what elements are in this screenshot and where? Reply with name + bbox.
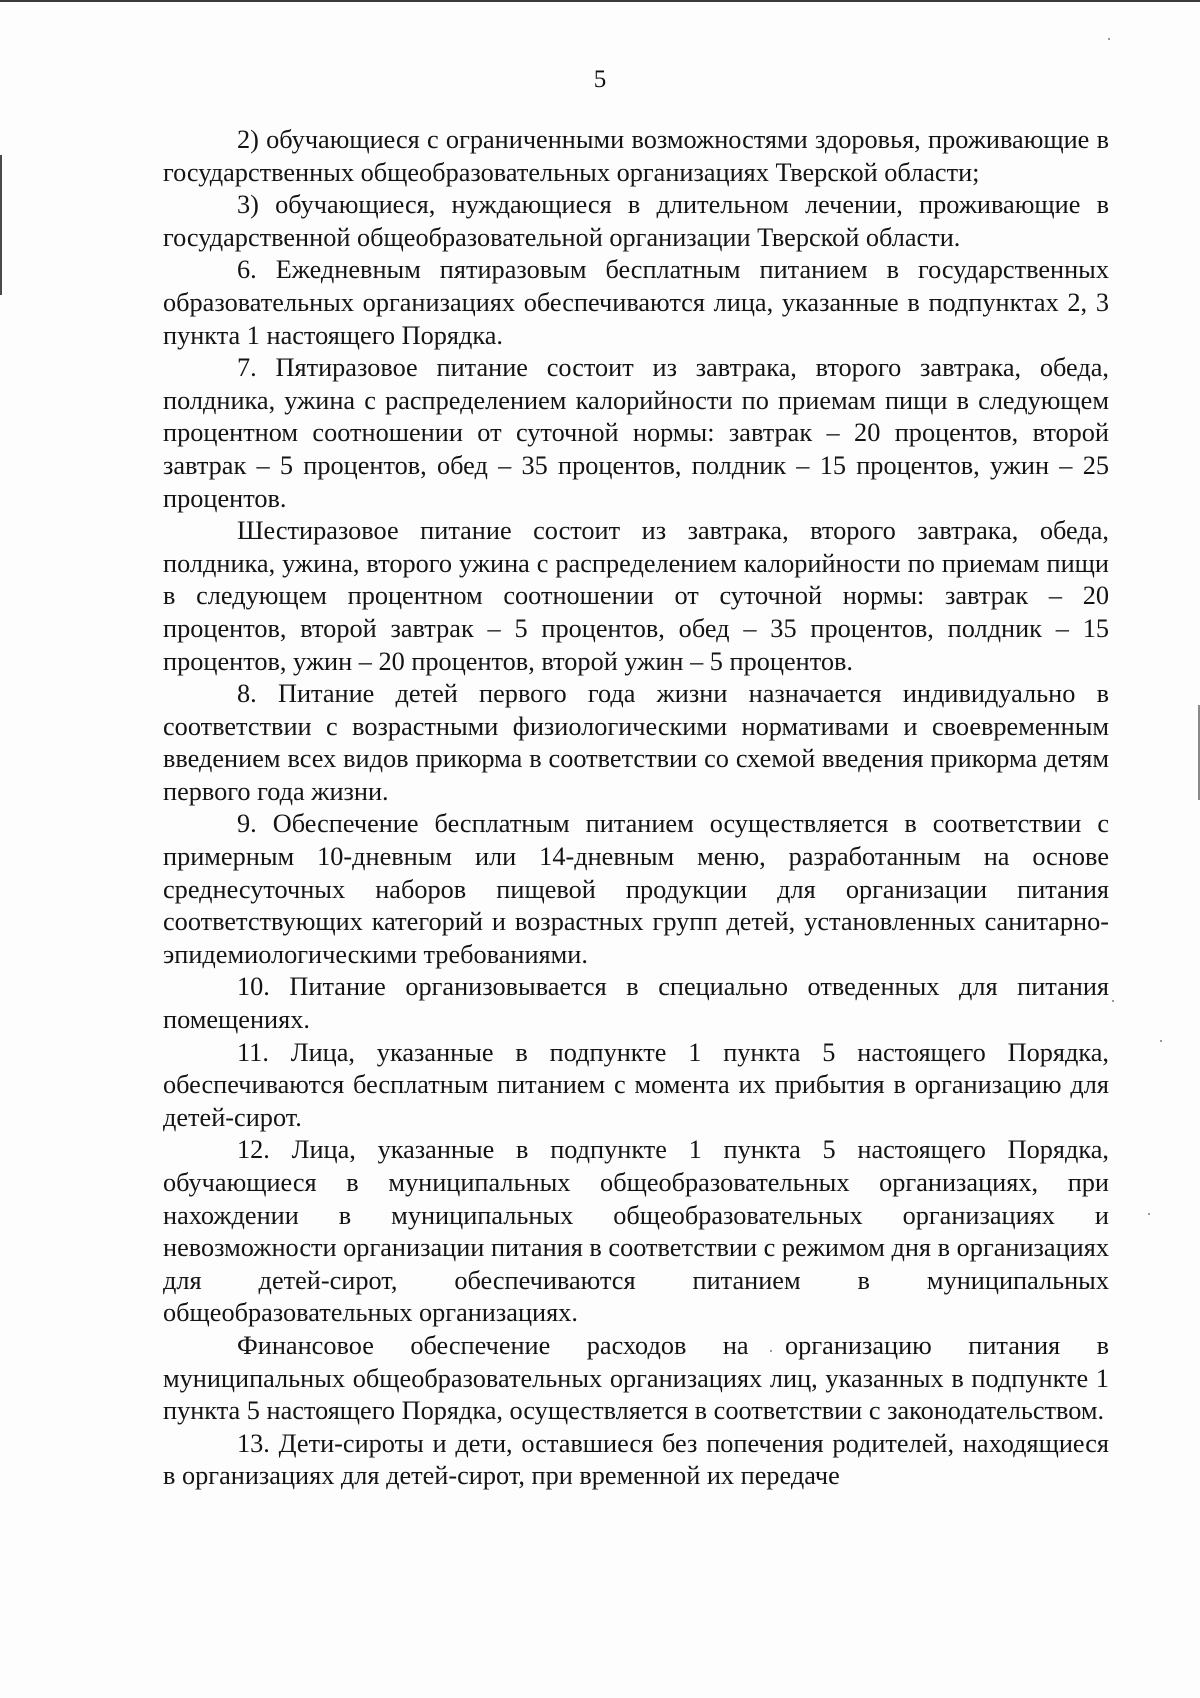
paragraph-item-10: 10. Питание организовывается в специально отведенных для питания помещениях. xyxy=(163,972,1109,1035)
paragraph-item-11: 11. Лица, указанные в подпункте 1 пункта 5 настоящего Порядка, обеспечиваются бесплатным питанием с момента их прибытия в организацию для детей-сирот. xyxy=(163,1037,1109,1132)
paragraph-subitem-2: 2) обучающиеся с ограниченными возможностями здоровья, проживающие в государственных общеобразовательных организациях Тверской области; xyxy=(163,125,1109,187)
paragraph-item-12: 12. Лица, указанные в подпункте 1 пункта 5 настоящего Порядка, обучающиеся в муниципальных общеобразовательных организациях, при нахождении в муниципальных общеобразовательных организациях и невозможности организации питания в соответствии с режимом дня в организациях для детей-сирот, обеспечиваются питанием в муниципальных общеобразовательных организациях. xyxy=(163,1135,1109,1328)
page-number: 5 xyxy=(593,66,607,93)
scan-speck xyxy=(1108,38,1110,40)
scan-speck xyxy=(1112,1000,1114,1002)
paragraph-financing: Финансовое обеспечение расходов на организацию питания в муниципальных общеобразовательных организациях лиц, указанных в подпункте 1 пункта 5 настоящего Порядка, осуществляется в соответствии с законодательством. xyxy=(163,1330,1109,1426)
scan-top-edge xyxy=(0,0,1200,2)
scan-left-edge xyxy=(0,155,2,295)
paragraph-item-13: 13. Дети-сироты и дети, оставшиеся без попечения родителей, находящиеся в организациях для детей-сирот, при временной их передаче xyxy=(163,1428,1109,1491)
paragraph-item-9: 9. Обеспечение бесплатным питанием осуществляется в соответствии с примерным 10-дневным или 14-дневным меню, разработанным на основе среднесуточных наборов пищевой продукции для организации питания соответствующих категорий и возрастных групп детей, установленных санитарно-эпидемиологическими требованиями. xyxy=(163,809,1109,969)
paragraph-item-6: 6. Ежедневным пятиразовым бесплатным питанием в государственных образовательных организациях обеспечиваются лица, указанные в подпунктах 2, 3 пункта 1 настоящего Порядка. xyxy=(163,255,1109,350)
document-body xyxy=(163,124,1109,1493)
paragraph-subitem-3: 3) обучающиеся, нуждающиеся в длительном лечении, проживающие в государственной общеобразовательной организации Тверской области. xyxy=(163,190,1109,252)
paragraph-item-8: 8. Питание детей первого года жизни назначается индивидуально в соответствии с возрастными физиологическими нормативами и своевременным введением всех видов прикорма в соответствии со схемой введения прикорма детям первого года жизни. xyxy=(163,679,1109,806)
scan-speck xyxy=(1148,1213,1150,1215)
scan-speck xyxy=(1160,1040,1162,1042)
paragraph-item-7: 7. Пятиразовое питание состоит из завтрака, второго завтрака, обеда, полдника, ужина с распределением калорийности по приемам пищи в следующем процентном соотношении от суточной нормы: завтрак – 20 процентов, второй завтрак – 5 процентов, обед – 35 процентов, полдник – 15 процентов, ужин – 25 процентов. xyxy=(163,353,1109,513)
paragraph-six-meals: Шестиразовое питание состоит из завтрака, второго завтрака, обеда, полдника, ужина, второго ужина с распределением калорийности по приемам пищи в следующем процентном соотношении от суточной нормы: завтрак – 20 процентов, второй завтрак – 5 процентов, обед – 35 процентов, полдник – 15 процентов, ужин – 20 процентов, второй ужин – 5 процентов. xyxy=(163,516,1109,676)
